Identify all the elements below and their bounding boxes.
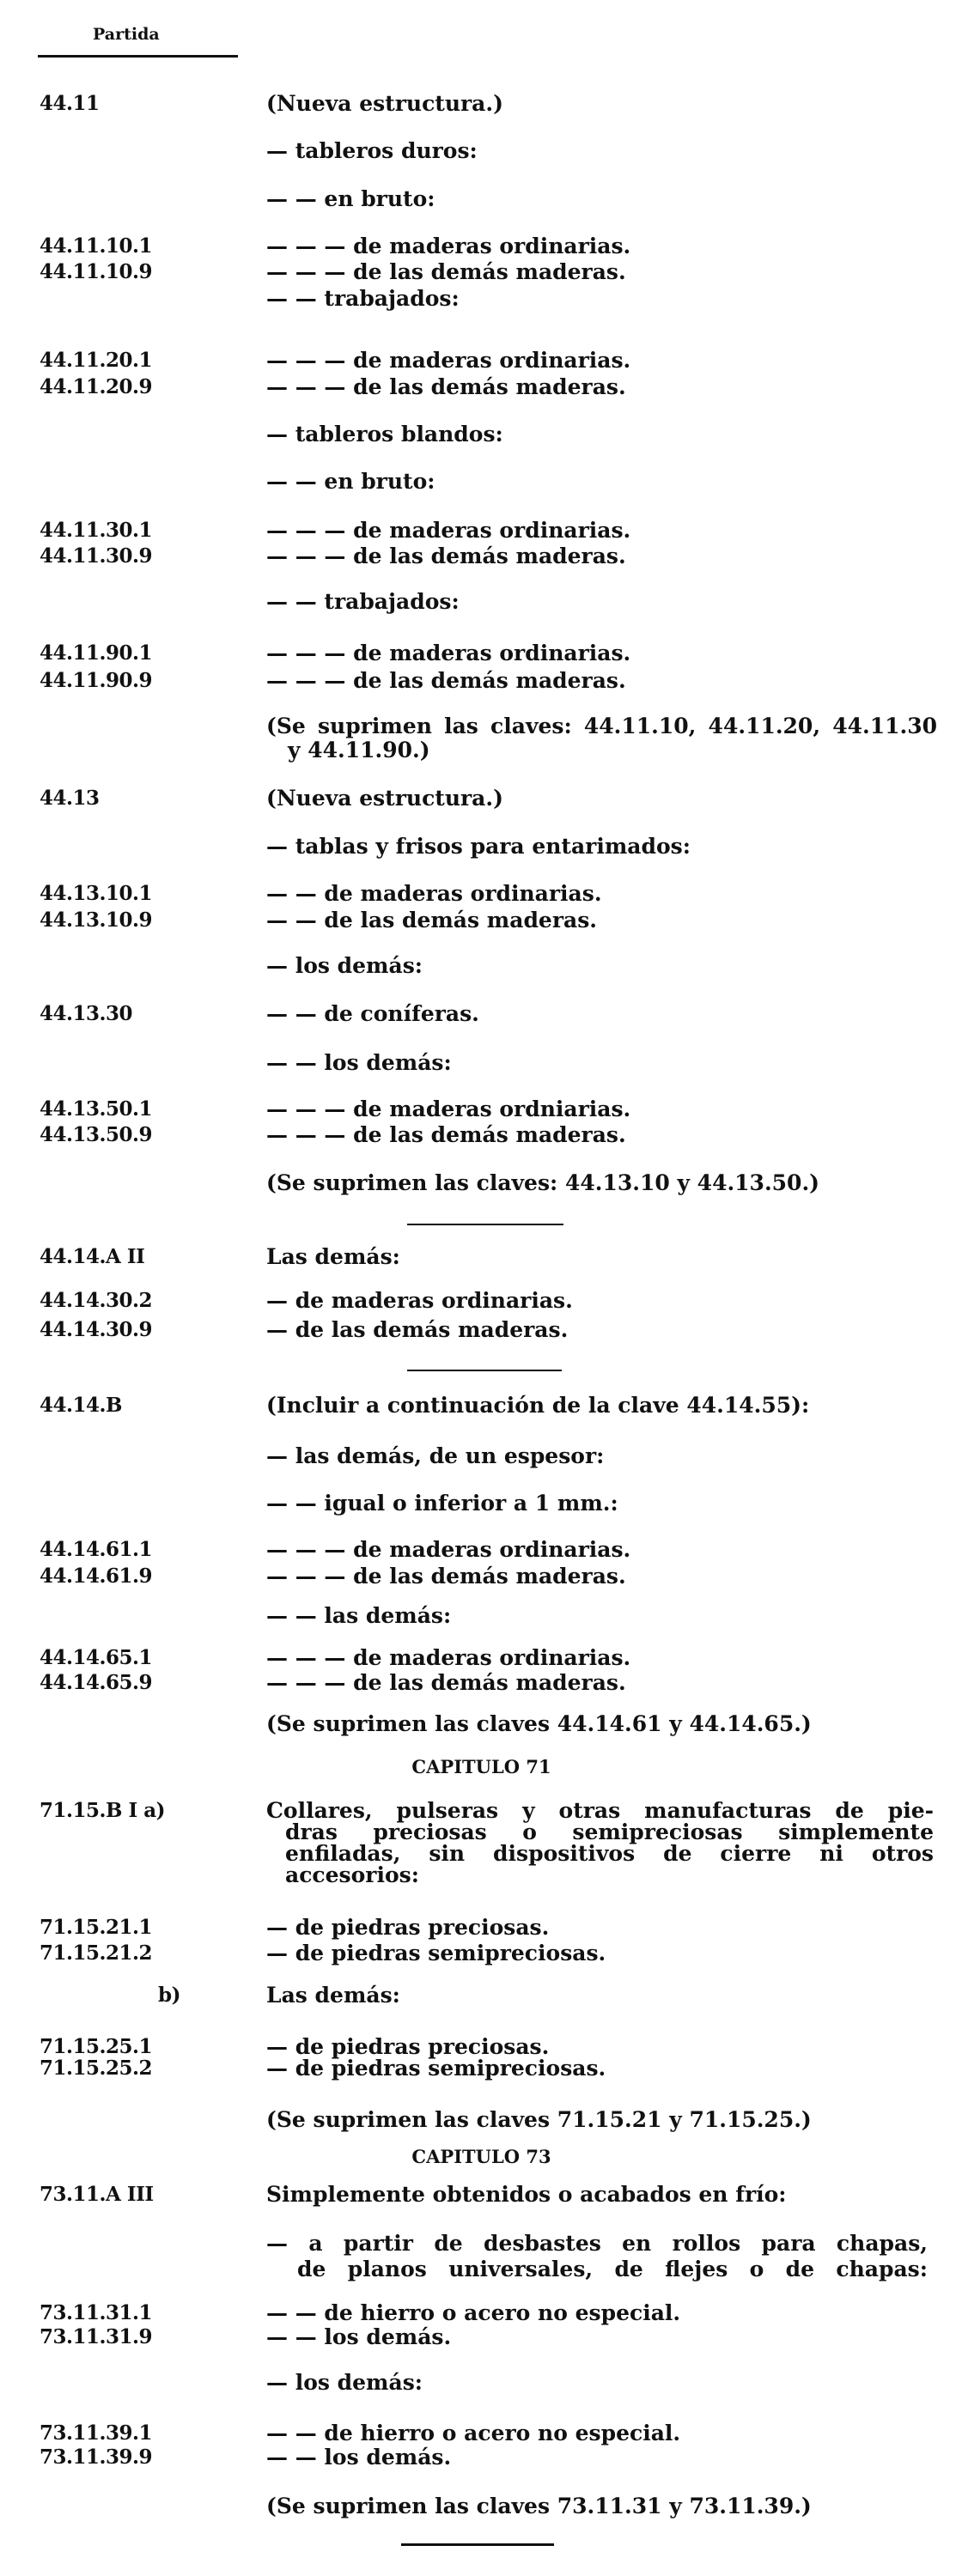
section-divider (401, 2543, 554, 2546)
description: — — los demás. (266, 2324, 452, 2349)
description: — — las demás: (266, 1603, 452, 1628)
description: — — de hierro o acero no especial. (266, 2421, 681, 2445)
header-rule (38, 55, 238, 58)
partida-code: 73.11.39.1 (40, 2421, 153, 2445)
partida-code: 44.11 (40, 92, 100, 115)
description: (Se suprimen las claves: 44.13.10 y 44.13.50.) (266, 1170, 819, 1195)
description: — — — de maderas ordinarias. (266, 234, 631, 258)
description: — — — de maderas ordinarias. (266, 348, 631, 373)
description: — — — de las demás maderas. (266, 544, 626, 568)
description: — — — de las demás maderas. (266, 259, 626, 284)
description: — los demás: (266, 953, 423, 978)
partida-code: 71.15.25.2 (40, 2057, 153, 2080)
partida-code: 73.11.31.1 (40, 2301, 153, 2324)
description: — — — de maderas ordinarias. (266, 641, 631, 665)
description: — — de coníferas. (266, 1001, 479, 1026)
description: (Se suprimen las claves 44.14.61 y 44.14.65.) (266, 1711, 812, 1736)
description-line: enfiladas, sin dispositivos de cierre ni otros (285, 1841, 934, 1866)
partida-code: 44.13.50.1 (40, 1097, 153, 1121)
partida-code: 44.11.90.1 (40, 641, 153, 665)
partida-code: 44.11.10.1 (40, 234, 153, 258)
description: — — los demás. (266, 2445, 452, 2470)
description-line: — a partir de desbastes en rollos para chapas, (266, 2231, 928, 2256)
partida-code: 44.13.10.9 (40, 908, 153, 932)
description: — de piedras preciosas. (266, 1915, 550, 1940)
partida-code: 71.15.21.2 (40, 1941, 153, 1965)
partida-code: 71.15.25.1 (40, 2035, 153, 2058)
section-divider (407, 1224, 563, 1225)
description: (Incluir a continuación de la clave 44.14.55): (266, 1393, 810, 1418)
description: — — — de las demás maderas. (266, 1122, 626, 1147)
description: — — de maderas ordinarias. (266, 881, 602, 906)
description: — — — de las demás maderas. (266, 1670, 626, 1695)
description: — tableros duros: (266, 138, 478, 163)
partida-code: 44.13.30 (40, 1002, 133, 1025)
description-line: (Se suprimen las claves: 44.11.10, 44.11.20, 44.11.30 (266, 714, 937, 738)
partida-code: 44.11.20.1 (40, 349, 153, 372)
partida-code: 44.13 (40, 787, 100, 810)
partida-code: 44.13.50.9 (40, 1123, 153, 1146)
description-line: dras preciosas o semipreciosas simplemente (285, 1820, 934, 1844)
partida-code: 44.14.61.9 (40, 1564, 153, 1588)
partida-code: 73.11.39.9 (40, 2445, 153, 2469)
partida-code: 44.14.65.9 (40, 1671, 153, 1694)
partida-code: 71.15.21.1 (40, 1916, 153, 1939)
description: — — en bruto: (266, 186, 435, 211)
description: (Se suprimen las claves 73.11.31 y 73.11.39.) (266, 2494, 812, 2518)
description: (Nueva estructura.) (266, 91, 503, 116)
partida-code: 44.14.A II (40, 1245, 145, 1268)
description: — — — de las demás maderas. (266, 374, 626, 399)
description: — las demás, de un espesor: (266, 1443, 605, 1468)
partida-code: b) (158, 1984, 180, 2007)
description-line: Collares, pulseras y otras manufacturas de pie- (266, 1798, 934, 1823)
description: — — igual o inferior a 1 mm.: (266, 1491, 618, 1516)
description: — — trabajados: (266, 286, 460, 311)
partida-code: 44.14.B (40, 1394, 122, 1417)
partida-code: 73.11.31.9 (40, 2325, 153, 2348)
partida-code: 44.11.10.9 (40, 260, 153, 283)
description: — — — de las demás maderas. (266, 668, 626, 693)
description: (Se suprimen las claves 71.15.21 y 71.15.25.) (266, 2107, 812, 2132)
partida-code: 71.15.B I a) (40, 1799, 166, 1822)
partida-code: 44.11.30.9 (40, 544, 153, 568)
description: — — — de las demás maderas. (266, 1564, 626, 1589)
description-line: y 44.11.90.) (288, 738, 430, 762)
partida-code: 44.11.90.9 (40, 669, 153, 692)
description: — — — de maderas ordniarias. (266, 1097, 631, 1121)
column-header-partida: Partida (93, 25, 160, 44)
partida-code: 73.11.A III (40, 2183, 154, 2206)
description-line: accesorios: (285, 1862, 419, 1887)
description: — — trabajados: (266, 589, 460, 614)
description: Las demás: (266, 1244, 400, 1269)
description: — de piedras preciosas. (266, 2034, 550, 2059)
description: Simplemente obtenidos o acabados en frío: (266, 2182, 787, 2207)
description: — — — de maderas ordinarias. (266, 1645, 631, 1670)
description: Las demás: (266, 1983, 400, 2008)
partida-code: 44.14.61.1 (40, 1538, 153, 1561)
description: — — de hierro o acero no especial. (266, 2300, 681, 2325)
partida-code: 44.13.10.1 (40, 882, 153, 905)
description: — — — de maderas ordinarias. (266, 518, 631, 543)
description: — — de las demás maderas. (266, 908, 597, 933)
description-line: de planos universales, de flejes o de chapas: (297, 2257, 928, 2281)
description: — — — de maderas ordinarias. (266, 1537, 631, 1562)
description: — los demás: (266, 2370, 423, 2395)
description: (Nueva estructura.) (266, 786, 503, 811)
chapter-heading: CAPITULO 73 (411, 2146, 551, 2167)
partida-code: 44.14.30.2 (40, 1289, 153, 1312)
description: — de las demás maderas. (266, 1317, 569, 1342)
description: — tablas y frisos para entarimados: (266, 834, 691, 859)
description: — de piedras semipreciosas. (266, 1941, 606, 1965)
chapter-heading: CAPITULO 71 (411, 1756, 551, 1777)
description: — de piedras semipreciosas. (266, 2056, 606, 2081)
partida-code: 44.14.65.1 (40, 1646, 153, 1669)
partida-code: 44.11.20.9 (40, 375, 153, 398)
partida-code: 44.11.30.1 (40, 519, 153, 542)
description: — — en bruto: (266, 469, 435, 494)
description: — de maderas ordinarias. (266, 1288, 573, 1313)
description: — — los demás: (266, 1050, 452, 1075)
section-divider (407, 1370, 562, 1371)
partida-code: 44.14.30.9 (40, 1318, 153, 1341)
description: — tableros blandos: (266, 422, 503, 447)
